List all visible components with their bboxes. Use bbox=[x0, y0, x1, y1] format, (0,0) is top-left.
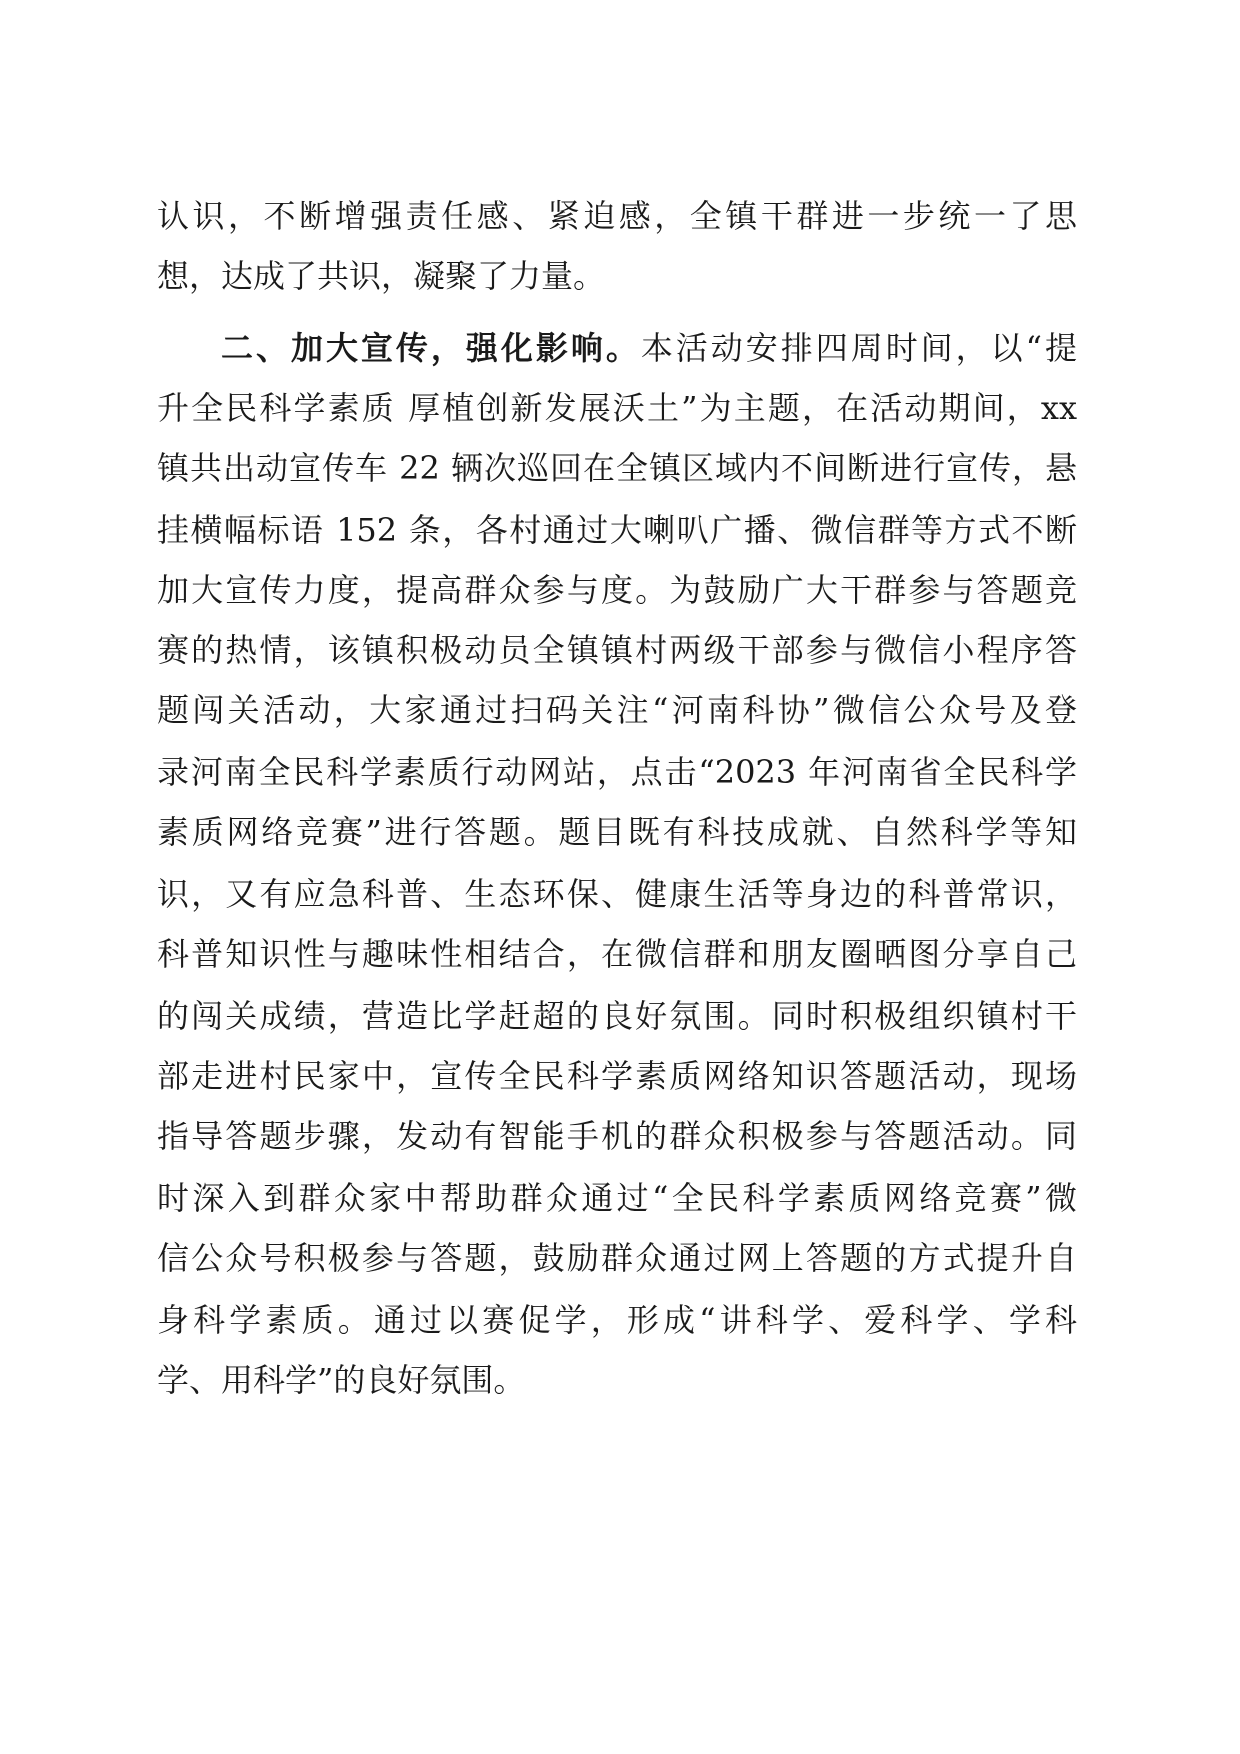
section-heading-rest: 本活动安排四周时间，以“提 bbox=[640, 329, 1077, 367]
paragraph-2-line-11: 科普知识性与趣味性相结合，在微信群和朋友圈晒图分享自己 bbox=[157, 935, 1077, 973]
paragraph-2-line-8: 录河南全民科学素质行动网站，点击“2023 年河南省全民科学 bbox=[157, 753, 1077, 791]
paragraph-2-line-3: 镇共出动宣传车 22 辆次巡回在全镇区域内不间断进行宣传，悬 bbox=[157, 449, 1077, 487]
paragraph-2-line-12: 的闯关成绩，营造比学赶超的良好氛围。同时积极组织镇村干 bbox=[157, 997, 1077, 1035]
paragraph-2-line-10: 识，又有应急科普、生态环保、健康生活等身边的科普常识， bbox=[157, 875, 1077, 913]
section-heading: 二、加大宣传，强化影响。 bbox=[221, 329, 641, 367]
paragraph-2-line-6: 赛的热情，该镇积极动员全镇镇村两级干部参与微信小程序答 bbox=[157, 631, 1077, 669]
paragraph-2-line-4: 挂横幅标语 152 条，各村通过大喇叭广播、微信群等方式不断 bbox=[157, 511, 1077, 549]
paragraph-1-line-2: 想，达成了共识，凝聚了力量。 bbox=[157, 257, 606, 295]
paragraph-2-line-1 bbox=[221, 318, 1077, 378]
paragraph-2-line-16: 信公众号积极参与答题，鼓励群众通过网上答题的方式提升自 bbox=[157, 1239, 1077, 1277]
paragraph-2-line-14: 指导答题步骤，发动有智能手机的群众积极参与答题活动。同 bbox=[157, 1117, 1077, 1155]
paragraph-2-line-5: 加大宣传力度，提高群众参与度。为鼓励广大干群参与答题竞 bbox=[157, 571, 1077, 609]
paragraph-2-line-9: 素质网络竞赛”进行答题。题目既有科技成就、自然科学等知 bbox=[157, 813, 1077, 851]
paragraph-2-line-13: 部走进村民家中，宣传全民科学素质网络知识答题活动，现场 bbox=[157, 1057, 1077, 1095]
paragraph-2-line-15: 时深入到群众家中帮助群众通过“全民科学素质网络竞赛”微 bbox=[157, 1179, 1077, 1217]
paragraph-2-line-7: 题闯关活动，大家通过扫码关注“河南科协”微信公众号及登 bbox=[157, 691, 1077, 729]
paragraph-2-line-18: 学、用科学”的良好氛围。 bbox=[157, 1361, 526, 1399]
paragraph-1-line-1: 认识，不断增强责任感、紧迫感，全镇干群进一步统一了思 bbox=[157, 197, 1077, 235]
paragraph-2-line-2: 升全民科学素质 厚植创新发展沃土”为主题，在活动期间，xx bbox=[157, 389, 1077, 427]
paragraph-2-line-17: 身科学素质。通过以赛促学，形成“讲科学、爱科学、学科 bbox=[157, 1301, 1077, 1339]
